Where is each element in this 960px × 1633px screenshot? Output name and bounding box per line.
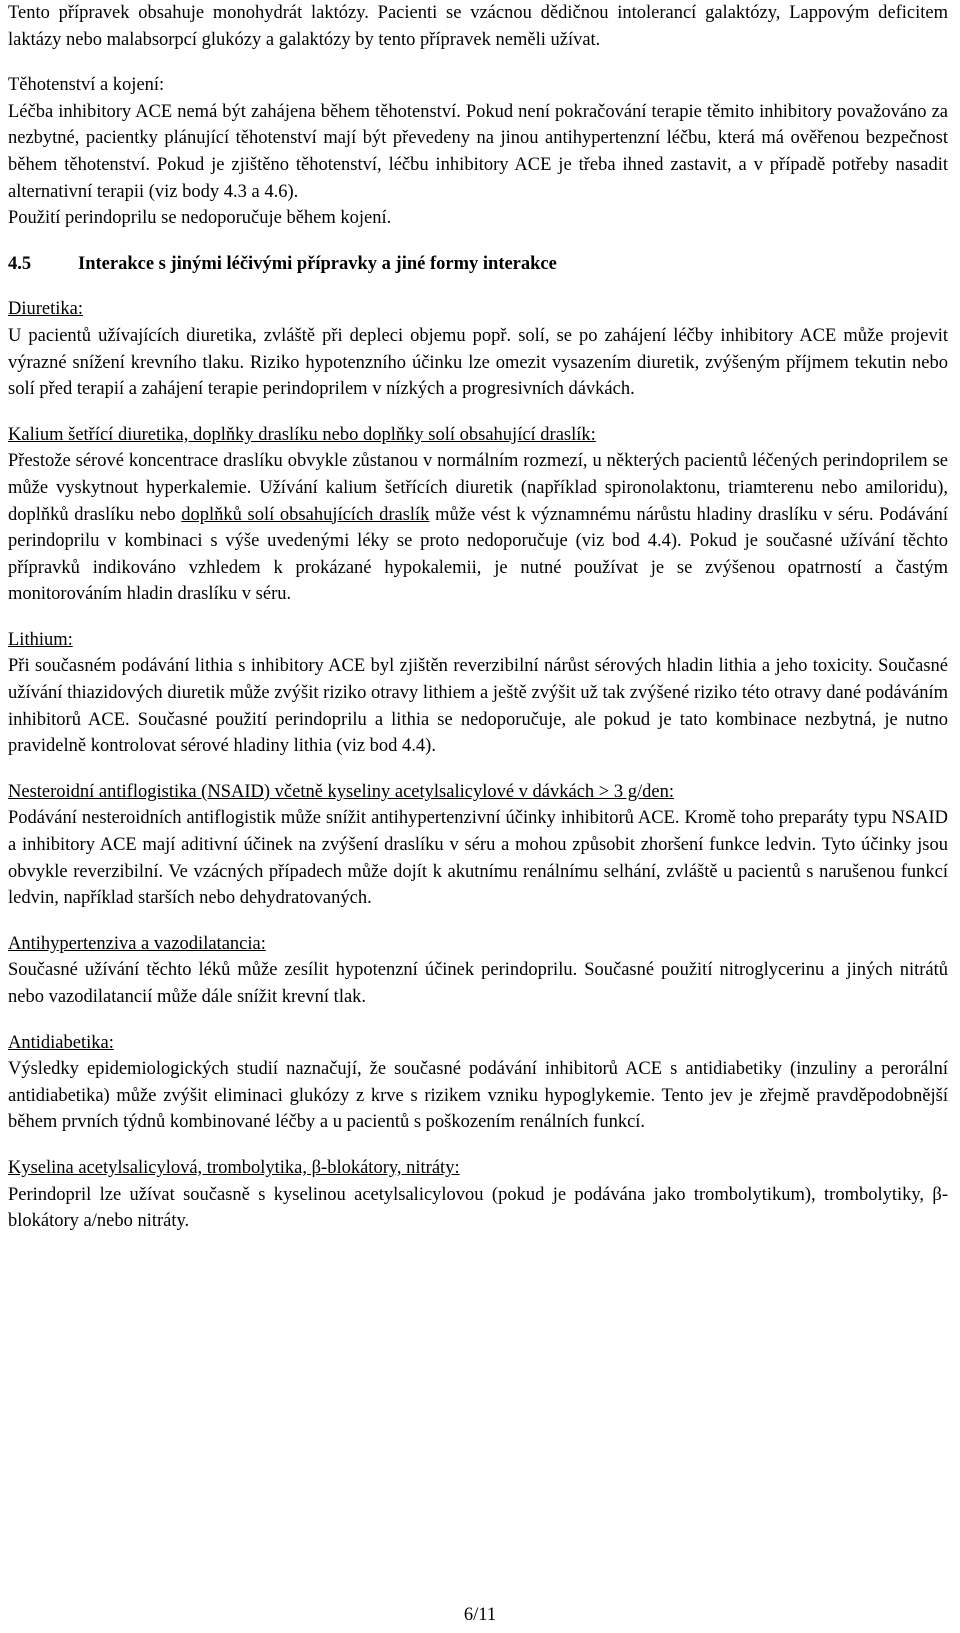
section-heading: [8, 251, 948, 278]
diuretics-paragraph: U pacientů užívajících diuretika, zvláště při depleci objemu popř. solí, se po zahájení léčby inhibitory ACE může projevit výrazné snížení krevního tlaku. Riziko hypotenzního účinku lze omezit vysazením diuretik, zvýšeným příjmem tekutin nebo solí před terapií a zahájení terapie perindoprilem v nízkých a progresivních dávkách.: [8, 325, 948, 400]
aspirin-heading: Kyselina acetylsalicylová, trombolytika, β-blokátory, nitráty:: [8, 1157, 460, 1178]
intro-paragraph: Tento přípravek obsahuje monohydrát laktózy. Pacienti se vzácnou dědičnou intolerancí galaktózy, Lappovým deficitem laktázy nebo malabsorpcí glukózy a galaktózy by tento přípravek neměli užívat.: [8, 3, 948, 50]
potassium-paragraph: [8, 448, 948, 608]
potassium-text-a: Přestože sérové koncentrace draslíku obvykle zůstanou v normálním rozmezí, u některých pacientů léčených perindoprilem se může vyskytnout hyperkalemie. Užívání kalium šetřících diuretik (například spironolaktonu, triamterenu nebo amiloridu), doplňků draslíku nebo: [8, 451, 948, 525]
aspirin-paragraph: Perindopril lze užívat současně s kyselinou acetylsalicylovou (pokud je podávána jako trombolytikum), trombolytiky, β-blokátory a/nebo nitráty.: [8, 1184, 948, 1232]
antidiabetics-heading: Antidiabetika:: [8, 1032, 114, 1053]
document-page: [8, 0, 948, 1235]
antihypertensives-heading: Antihypertenziva a vazodilatancia:: [8, 933, 266, 954]
section-title: Interakce s jinými léčivými přípravky a jiné formy interakce: [78, 253, 557, 274]
potassium-text-underlined: doplňků solí obsahujících draslík: [181, 504, 430, 525]
page-number: 6/11: [463, 1605, 497, 1625]
breastfeeding-paragraph: Použití perindoprilu se nedoporučuje během kojení.: [8, 208, 392, 229]
potassium-heading: Kalium šetřící diuretika, doplňky draslíku nebo doplňky solí obsahující draslík:: [8, 424, 596, 445]
potassium-text-b: může vést k významnému nárůstu hladiny draslíku v séru. Podávání perindoprilu v kombinaci s výše uvedenými léky se proto nedoporučuje (viz bod 4.4). Pokud je současné užívání těchto přípravků indikováno vzhledem k prokázané hypokalemii, je nutné používat je se zvýšenou opatrností a častým monitorováním hladin draslíku v séru.: [8, 504, 948, 605]
nsaid-heading: Nesteroidní antiflogistika (NSAID) včetně kyseliny acetylsalicylové v dávkách > 3 g/den:: [8, 781, 674, 802]
section-number: 4.5: [8, 253, 32, 274]
pregnancy-paragraph: Léčba inhibitory ACE nemá být zahájena během těhotenství. Pokud není pokračování terapie těmito inhibitory považováno za nezbytné, pacientky plánující těhotenství mají být převedeny na jinou antihypertenzní léčbu, která má ověřenou bezpečnost během těhotenství. Pokud je zjištěno těhotenství, léčbu inhibitory ACE je třeba ihned zastavit, a v případě potřeby nasadit alternativní terapii (viz body 4.3 a 4.6).: [8, 101, 948, 202]
lithium-heading: Lithium:: [8, 629, 73, 650]
pregnancy-heading: Těhotenství a kojení:: [8, 75, 165, 96]
lithium-paragraph: Při současném podávání lithia s inhibitory ACE byl zjištěn reverzibilní nárůst sérových hladin lithia a jeho toxicity. Současné užívání thiazidových diuretik může zvýšit riziko otravy lithiem a ještě zvýšit už tak zvýšené riziko této otravy dané podáváním inhibitorů ACE. Současné použití perindoprilu a lithia se nedoporučuje, ale pokud je tato kombinace nezbytná, je nutno pravidelně kontrolovat sérové hladiny lithia (viz bod 4.4).: [8, 656, 948, 757]
nsaid-paragraph: Podávání nesteroidních antiflogistik může snížit antihypertenzivní účinky inhibitorů ACE. Kromě toho preparáty typu NSAID a inhibitory ACE mají aditivní účinek na zvýšení draslíku v séru a mohou způsobit zhoršení funkce ledvin. Tyto účinky jsou obvykle reverzibilní. Ve vzácných případech může dojít k akutnímu renálnímu selhání, zvláště u pacientů s narušenou funkcí ledvin, například starších nebo dehydratovaných.: [8, 808, 948, 909]
diuretics-heading: Diuretika:: [8, 299, 84, 320]
antihypertensives-paragraph: Současné užívání těchto léků může zesílit hypotenzní účinek perindoprilu. Současné použití nitroglycerinu a jiných nitrátů nebo vazodilatancií může dále snížit krevní tlak.: [8, 960, 948, 1007]
antidiabetics-paragraph: Výsledky epidemiologických studií naznačují, že současné podávání inhibitorů ACE s antidiabetiky (inzuliny a perorální antidiabetika) může zvýšit eliminaci glukózy z krve s rizikem vzniku hypoglykemie. Tento jev je zřejmě pravděpodobnější během prvních týdnů kombinované léčby a u pacientů s poškozením renálních funkcí.: [8, 1059, 948, 1133]
